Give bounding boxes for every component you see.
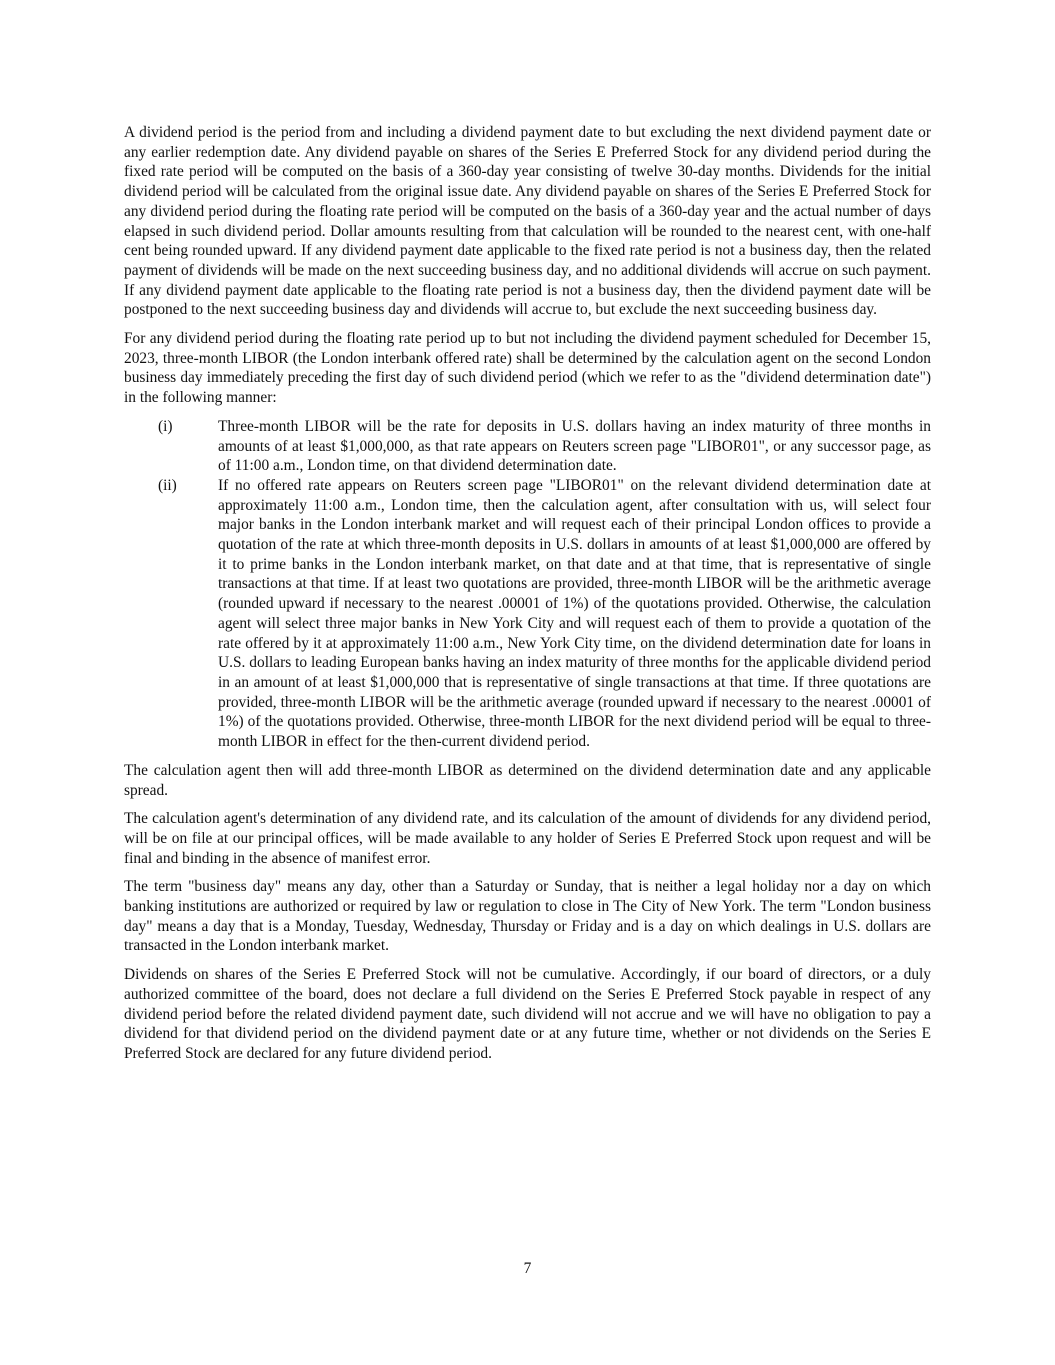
paragraph-libor-determination: For any dividend period during the floating rate period up to but not including the dividend payment scheduled for December 15, 2023, three-month LIBOR (the London interbank offered rate) shall be determined by the calculation agent on the second London business day immediately preceding the first day of such dividend period (which we refer to as the "dividend determination date") in the following manner: (124, 330, 931, 407)
paragraph-non-cumulative-dividends: Dividends on shares of the Series E Preferred Stock will not be cumulative. Accordingly, if our board of directors, or a duly authorized committee of the board, does not declare a full dividend on the Series E Preferred Stock payable in respect of any dividend period before the related dividend payment date, such dividend will not accrue and we will have no obligation to pay a dividend for that dividend period on the dividend payment date or at any future time, whether or not dividends on the Series E Preferred Stock are declared for any future dividend period. (124, 966, 931, 1062)
paragraph-dividend-period: A dividend period is the period from and including a dividend payment date to but excluding the next dividend payment date or any earlier redemption date. Any dividend payable on shares of the Series E Preferred Stock for any dividend period during the fixed rate period will be computed on the basis of a 360-day year consisting of twelve 30-day months. Dividends for the initial dividend period will be calculated from the original issue date. Any dividend payable on shares of the Series E Preferred Stock for any dividend period during the floating rate period will be computed on the basis of a 360-day year and the actual number of days elapsed in such dividend period. Dollar amounts resulting from that calculation will be rounded to the nearest cent, with one-half cent being rounded upward. If any dividend payment date applicable to the fixed rate period is not a business day, then the related payment of dividends will be made on the next succeeding business day, and no additional dividends will accrue on such payment. If any dividend payment date applicable to the floating rate period is not a business day, then the dividend payment date will be postponed to the next succeeding business day and dividends will accrue to, but exclude the next succeeding business day. (124, 124, 931, 319)
list-item (124, 476, 931, 752)
list-marker: (i) (158, 417, 173, 435)
libor-method-list (124, 417, 931, 752)
paragraph-business-day-definition: The term "business day" means any day, other than a Saturday or Sunday, that is neither a legal holiday nor a day on which banking institutions are authorized or required by law or regulation to close in The City of New York. The term "London business day" means a day that is a Monday, Tuesday, Wednesday, Thursday or Friday and is a day on which dealings in U.S. dollars are transacted in the London interbank market. (124, 878, 931, 955)
paragraph-calculation-agent-add: The calculation agent then will add three-month LIBOR as determined on the dividend determination date and any applicable spread. (124, 761, 931, 799)
page-number: 7 (523, 1260, 532, 1277)
document-body (124, 123, 931, 1073)
list-item-text: Three-month LIBOR will be the rate for deposits in U.S. dollars having an index maturity of three months in amounts of at least $1,000,000, as that rate appears on Reuters screen page "LIBOR01", or any successor page, as of 11:00 a.m., London time, on that dividend determination date. (218, 417, 931, 475)
list-marker: (ii) (158, 476, 177, 494)
list-item (124, 417, 931, 476)
list-item-text: If no offered rate appears on Reuters screen page "LIBOR01" on the relevant dividend determination date at approximately 11:00 a.m., London time, then the calculation agent, after consultation with us, will select four major banks in the London interbank market and will request each of their principal London offices to provide a quotation of the rate at which three-month deposits in U.S. dollars in amounts of at least $1,000,000 are offered by it to prime banks in the London interbank market, on that date and at that time, that is representative of single transactions at that time. If at least two quotations are provided, three-month LIBOR will be the arithmetic average (rounded upward if necessary to the nearest .00001 of 1%) of the quotations provided. Otherwise, the calculation agent will select three major banks in New York City and will request each of them to provide a quotation of the rate offered by it at approximately 11:00 a.m., New York City time, on the dividend determination date for loans in U.S. dollars to leading European banks having an index maturity of three months for the applicable dividend period in an amount of at least $1,000,000 that is representative of single transactions at that time. If three quotations are provided, three-month LIBOR will be the arithmetic average (rounded upward if necessary to the nearest .00001 of 1%) of the quotations provided. Otherwise, three-month LIBOR for the next dividend period will be equal to three-month LIBOR in effect for the then-current dividend period. (218, 476, 931, 751)
paragraph-calculation-agent-determination: The calculation agent's determination of any dividend rate, and its calculation of the amount of dividends for any dividend period, will be on file at our principal offices, will be made available to any holder of Series E Preferred Stock upon request and will be final and binding in the absence of manifest error. (124, 810, 931, 867)
